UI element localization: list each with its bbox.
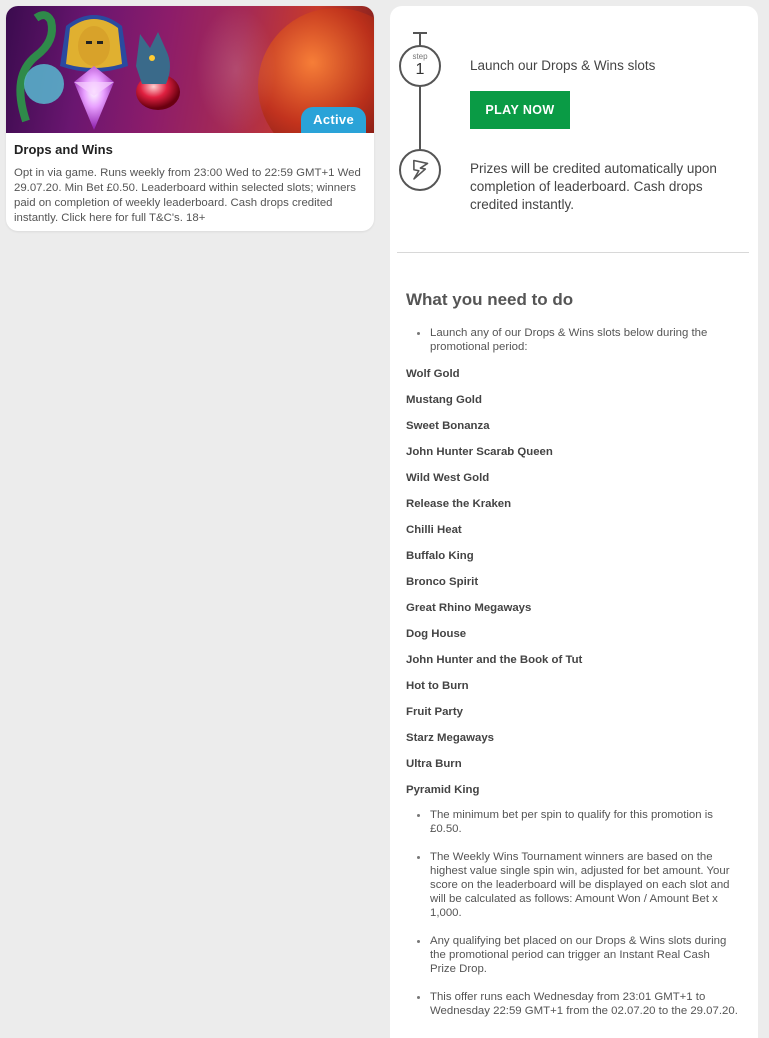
step-label: step	[412, 52, 428, 61]
slot-item: Release the Kraken	[406, 498, 512, 510]
slot-item: Buffalo King	[406, 550, 474, 562]
step-1-text: Launch our Drops & Wins slots	[470, 58, 656, 73]
slot-item: Dog House	[406, 628, 467, 640]
slot-item: Sweet Bonanza	[406, 420, 490, 432]
slot-item: Pyramid King	[406, 784, 480, 796]
slot-item: Starz Megaways	[406, 732, 494, 744]
section-title: What you need to do	[406, 290, 574, 309]
promo-card[interactable]	[6, 6, 374, 231]
play-now-button[interactable]: PLAY NOW	[470, 91, 570, 129]
slot-item: Great Rhino Megaways	[406, 602, 532, 614]
lightning-bolt-icon	[401, 151, 439, 189]
slot-item: Bronco Spirit	[406, 576, 479, 588]
slot-item: Hot to Burn	[406, 680, 469, 692]
slot-item: Ultra Burn	[406, 758, 462, 770]
slot-item: John Hunter and the Book of Tut	[406, 654, 583, 666]
slot-item: Wild West Gold	[406, 472, 490, 484]
promo-title[interactable]: Drops and Wins	[14, 142, 113, 157]
term-item: The minimum bet per spin to qualify for this promotion is £0.50.	[406, 808, 738, 836]
terms-list	[406, 808, 738, 1032]
slot-item: Chilli Heat	[406, 524, 462, 536]
slot-item: Mustang Gold	[406, 394, 482, 406]
status-badge: Active	[301, 107, 366, 133]
divider	[397, 252, 749, 253]
slot-item: John Hunter Scarab Queen	[406, 446, 553, 458]
step-2-text: Prizes will be credited automatically upon completion of leaderboard. Cash drops credited instantly.	[470, 161, 717, 212]
slots-list	[406, 366, 736, 808]
step-number: 1	[415, 61, 425, 78]
promo-banner-image[interactable]	[6, 6, 374, 133]
term-item: Any qualifying bet placed on our Drops & Wins slots during the promotional period can trigger an Instant Real Cash Prize Drop.	[406, 934, 738, 976]
step-1-marker	[399, 45, 441, 87]
intro-bullet: Launch any of our Drops & Wins slots below during the promotional period:	[406, 326, 736, 354]
promo-details-panel	[390, 6, 758, 1038]
term-item: The Weekly Wins Tournament winners are based on the highest value single spin win, adjusted for bet amount. Your score on the leaderboard will be displayed on each slot and will be calculated as follows: Amount Won / Amount Bet x 1,000.	[406, 850, 738, 920]
slot-item: Wolf Gold	[406, 368, 460, 380]
step-2-marker	[399, 149, 441, 191]
promo-description[interactable]: Opt in via game. Runs weekly from 23:00 Wed to 22:59 GMT+1 Wed 29.07.20. Min Bet £0.50. Leaderboard within selected slots; winners paid on completion of weekly leaderboard. Cash drops credited instantly. Click here for full T&C's. 18+	[14, 167, 361, 224]
term-item: This offer runs each Wednesday from 23:01 GMT+1 to Wednesday 22:59 GMT+1 from the 02.07.20 to the 29.07.20.	[406, 990, 738, 1018]
intro-list	[406, 326, 736, 354]
slot-item: Fruit Party	[406, 706, 463, 718]
